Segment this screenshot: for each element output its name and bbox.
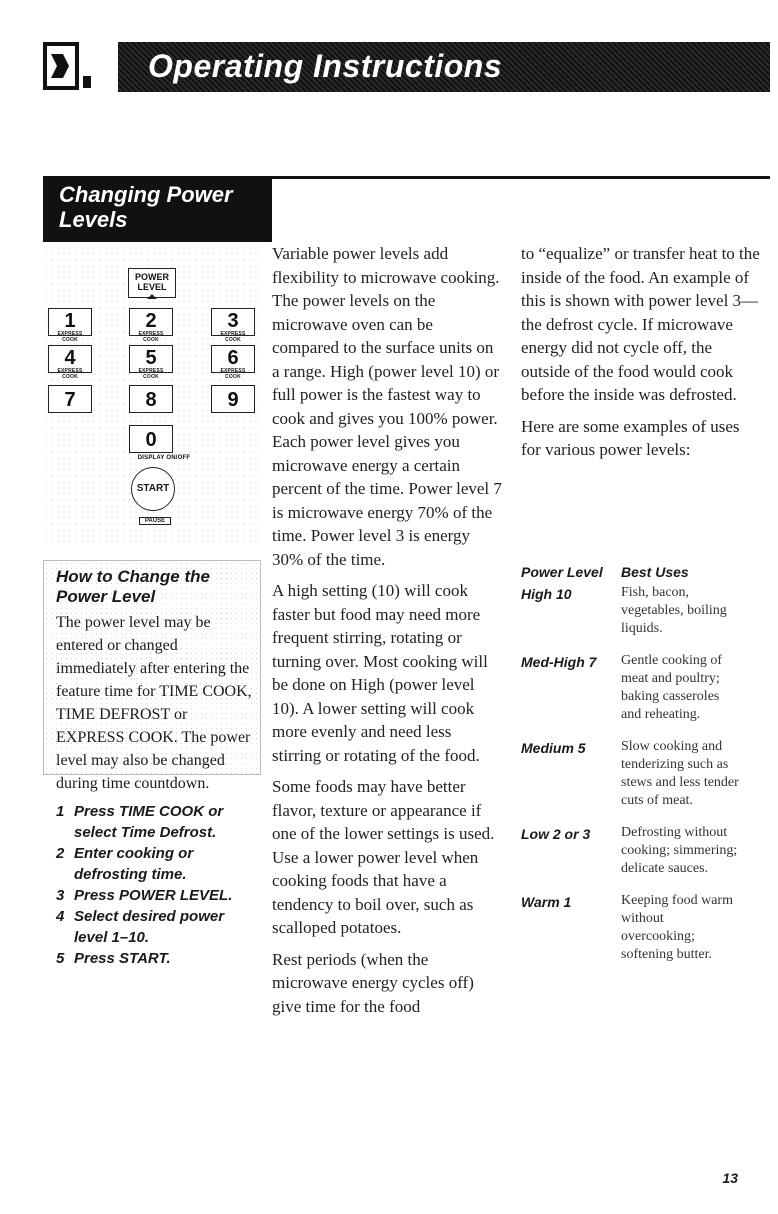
step-item: 2 Enter cooking or defrosting time. bbox=[56, 845, 194, 883]
howto-box bbox=[43, 560, 261, 967]
paragraph: Some foods may have better flavor, texture or appearance if one of the lower settings is used. Use a lower power level when cooking foods that have a tendency to boil over, such as scalloped potatoes. bbox=[272, 777, 495, 937]
body-column-2 bbox=[521, 242, 761, 470]
key-5: 5 EXPRESS COOK bbox=[129, 345, 173, 373]
key-0: 0 bbox=[129, 425, 173, 453]
paragraph: A high setting (10) will cook faster but food may need more frequent stirring, rotating or turning over. Most cooking will be done on High (power level 10). A lower setting will cook more evenly and need less stirring or rotating of the food. bbox=[272, 581, 488, 765]
page-title: Operating Instructions bbox=[148, 48, 503, 84]
power-level-key bbox=[128, 268, 176, 298]
key-3: 3 EXPRESS COOK bbox=[211, 308, 255, 336]
paragraph: Rest periods (when the microwave energy cycles off) give time for the food bbox=[272, 949, 474, 1016]
body-column-1 bbox=[272, 242, 504, 1026]
key-9: 9 bbox=[211, 385, 255, 413]
power-level-table bbox=[521, 562, 761, 964]
display-key: DISPLAY ON/OFF bbox=[137, 455, 191, 461]
pause-key: PAUSE bbox=[139, 517, 171, 525]
step-item: 4 Select desired power level 1–10. bbox=[56, 908, 225, 946]
power-level-label: POWER LEVEL bbox=[134, 272, 169, 292]
step-item: 3 Press POWER LEVEL. bbox=[56, 887, 233, 904]
section-title: Changing Power Levels bbox=[59, 182, 233, 232]
key-4: 4 EXPRESS COOK bbox=[48, 345, 92, 373]
paragraph: Variable power levels add flexibility to microwave cooking. The power levels on the microwave oven can be compared to the surface units on a range. High (power level 10) or full power is the fastest way to cook and gives you 100% power. Each power level gives you microwave energy a certain percent of the time. Power level 7 is microwave energy 70% of the time. Power level 3 is energy 30% of the time. bbox=[272, 244, 502, 569]
start-key: START bbox=[131, 467, 175, 511]
table-row: Med-High 7 Gentle cooking of meat and poultry; baking casseroles and reheating. bbox=[521, 653, 723, 722]
keypad-illustration bbox=[43, 245, 261, 545]
key-7: 7 bbox=[48, 385, 92, 413]
table-row: Medium 5 Slow cooking and tenderizing such as stews and less tender cuts of meat. bbox=[521, 739, 739, 808]
paragraph: to “equalize” or transfer heat to the inside of the food. An example of this is shown with power level 3—the defrost cycle. If microwave energy did not cycle off, the outside of the food would cook before the inside was defrosted. bbox=[521, 244, 760, 404]
table-header bbox=[521, 562, 761, 582]
section-rule bbox=[272, 176, 770, 179]
key-2: 2 EXPRESS COOK bbox=[129, 308, 173, 336]
step-item: 1 Press TIME COOK or select Time Defrost. bbox=[56, 803, 224, 841]
table-row: Warm 1 Keeping food warm without overcooking; softening butter. bbox=[521, 893, 733, 962]
howto-body: The power level may be entered or changed immediately after entering the feature time for TIME COOK, TIME DEFROST or EXPRESS COOK. The power level may also be changed during time countdown. bbox=[56, 614, 252, 792]
up-arrow-icon bbox=[147, 294, 157, 299]
key-1: 1 EXPRESS COOK bbox=[48, 308, 92, 336]
header-best-uses: Best Uses bbox=[621, 564, 689, 580]
howto-title: How to Change the Power Level bbox=[56, 567, 210, 606]
section-header bbox=[43, 176, 272, 242]
book-icon bbox=[43, 42, 93, 90]
page-number: 13 bbox=[722, 1170, 738, 1186]
table-row: Low 2 or 3 Defrosting without cooking; simmering; delicate sauces. bbox=[521, 825, 738, 876]
key-8: 8 bbox=[129, 385, 173, 413]
table-row: High 10 Fish, bacon, vegetables, boiling liquids. bbox=[521, 585, 727, 636]
steps-list bbox=[56, 801, 252, 969]
header-power-level: Power Level bbox=[521, 564, 603, 580]
header-band bbox=[118, 42, 770, 92]
step-item: 5 Press START. bbox=[56, 950, 171, 967]
paragraph: Here are some examples of uses for various power levels: bbox=[521, 416, 740, 459]
key-6: 6 EXPRESS COOK bbox=[211, 345, 255, 373]
